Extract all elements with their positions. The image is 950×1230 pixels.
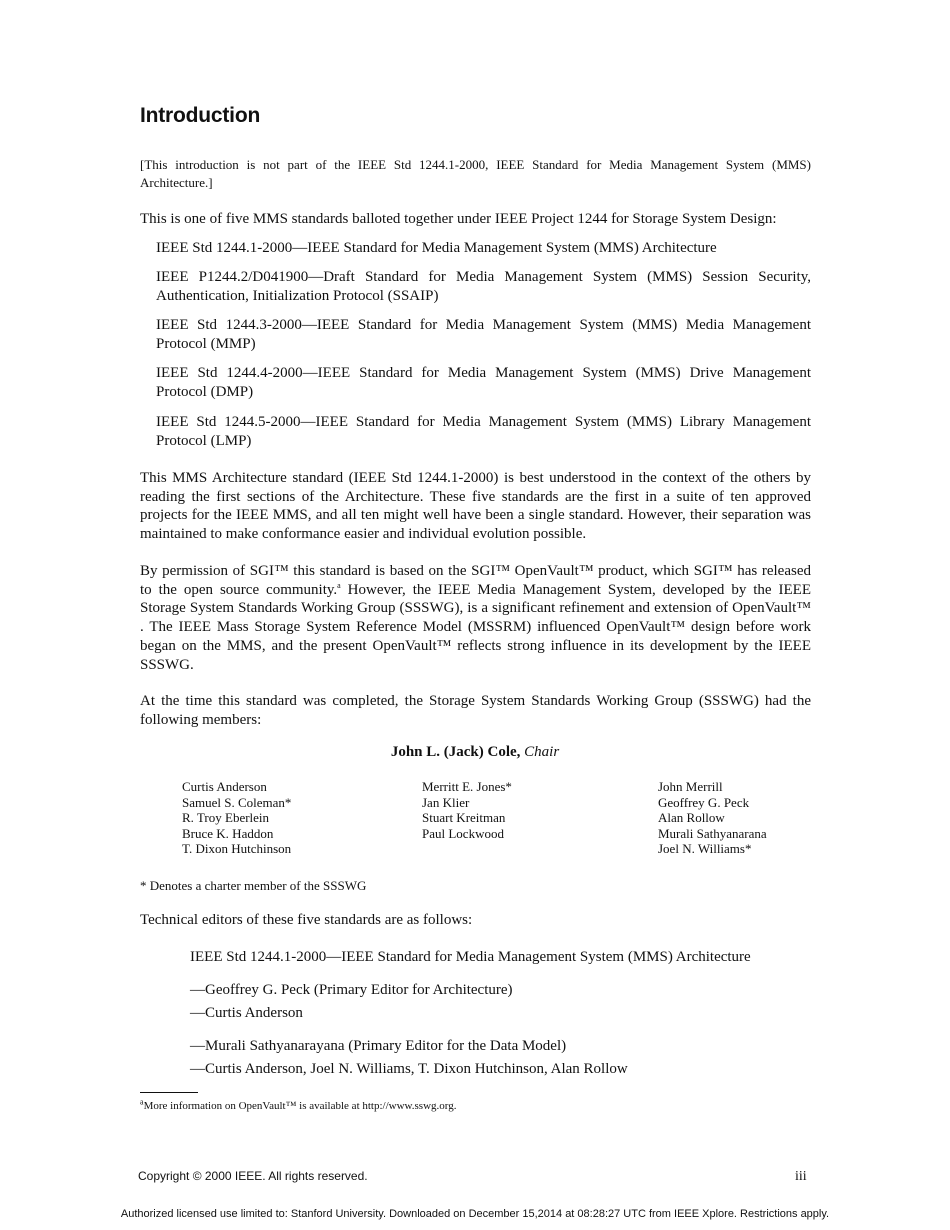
page-title: Introduction <box>140 104 261 127</box>
member-name: Samuel S. Coleman* <box>182 794 292 810</box>
member-name: R. Troy Eberlein <box>182 810 270 825</box>
architecture-paragraph: This MMS Architecture standard (IEEE Std 1244.1-2000) is best understood in the context of the others by reading the first sections of the Architecture. These five standards are the first in a suite of ten approved projects for the IEEE MMS, and all ten might well have been a single standard. However, their separation was maintained to make conformance easier and individual evolution possible. <box>140 470 811 543</box>
page-number: iii <box>795 1169 807 1184</box>
member-name: Geoffrey G. Peck <box>658 794 750 810</box>
member-name: Curtis Anderson <box>182 779 267 794</box>
bracket-note: [This introduction is not part of the IEEE Std 1244.1-2000, IEEE Standard for Media Management System (MMS) Architecture.] <box>140 157 811 190</box>
members-column-2 <box>422 779 512 841</box>
member-name: Bruce K. Haddon <box>182 825 274 841</box>
sgi-paragraph <box>140 562 811 674</box>
standard-item: IEEE P1244.2/D041900—Draft Standard for Media Management System (MMS) Session Security, Authentication, Initialization Protocol (SSAIP) <box>156 269 811 304</box>
member-name: John Merrill <box>658 779 723 794</box>
standard-item: IEEE Std 1244.4-2000—IEEE Standard for Media Management System (MMS) Drive Management Protocol (DMP) <box>156 365 811 400</box>
editor-entry: —Murali Sathyanarayana (Primary Editor for the Data Model) <box>190 1038 567 1054</box>
members-column-1 <box>182 779 291 857</box>
member-name: Murali Sathyanarana <box>658 825 767 841</box>
member-name: Joel N. Williams* <box>658 841 752 856</box>
member-name: T. Dixon Hutchinson <box>182 841 292 856</box>
editor-entry: —Geoffrey G. Peck (Primary Editor for Architecture) <box>190 982 513 998</box>
intro-paragraph: This is one of five MMS standards balloted together under IEEE Project 1244 for Storage System Design: <box>140 211 777 227</box>
copyright: Copyright © 2000 IEEE. All rights reserved. <box>138 1169 368 1183</box>
standard-item: IEEE Std 1244.1-2000—IEEE Standard for Media Management System (MMS) Architecture <box>156 240 717 256</box>
license-notice: Authorized licensed use limited to: Stanford University. Downloaded on December 15,2014 at 08:28:27 UTC from IEEE Xplore. Restrictions apply. <box>120 1208 830 1220</box>
sgi-text-b: However, the IEEE Media Management System, developed by the IEEE Storage System Standards Working Group (SSSWG), is a significant refinement and extension of OpenVault™ . The IEEE Mass Storage System Reference Model (MSSRM) influenced OpenVault™ design before work began on the MMS, and the present OpenVault™ reflects strong influence in its development by the IEEE SSSWG. <box>140 581 811 673</box>
footnote <box>140 1097 457 1112</box>
member-name: Paul Lockwood <box>422 825 504 841</box>
member-name: Stuart Kreitman <box>422 810 506 825</box>
members-paragraph: At the time this standard was completed, the Storage System Standards Working Group (SSSWG) had the following members: <box>140 693 811 728</box>
editor-standard: IEEE Std 1244.1-2000—IEEE Standard for Media Management System (MMS) Architecture <box>190 949 751 965</box>
standard-item: IEEE Std 1244.3-2000—IEEE Standard for Media Management System (MMS) Media Management Protocol (MMP) <box>156 317 811 352</box>
footnote-mark: a <box>337 580 341 590</box>
member-name: Jan Klier <box>422 794 470 810</box>
chair-name: John L. (Jack) Cole, <box>390 744 521 760</box>
editors-intro: Technical editors of these five standards are as follows: <box>140 912 473 928</box>
sgi-text-a: By permission of SGI™ this standard is based on the SGI™ OpenVault™ product, which SGI™ has released to the open source community. <box>140 563 811 598</box>
standard-item: IEEE Std 1244.5-2000—IEEE Standard for Media Management System (MMS) Library Management Protocol (LMP) <box>156 414 811 449</box>
chair-line <box>52 743 898 761</box>
editor-entry: —Curtis Anderson <box>190 1005 303 1021</box>
footnote-mark: a <box>140 1097 144 1107</box>
member-name: Alan Rollow <box>658 810 725 825</box>
members-column-3 <box>658 779 767 857</box>
editor-entry: —Curtis Anderson, Joel N. Williams, T. Dixon Hutchinson, Alan Rollow <box>190 1061 628 1077</box>
member-name: Merritt E. Jones* <box>422 779 512 794</box>
charter-note: * Denotes a charter member of the SSSWG <box>140 878 367 893</box>
footnote-text: More information on OpenVault™ is available at http://www.sswg.org. <box>143 1100 457 1112</box>
footnote-divider <box>140 1092 198 1093</box>
chair-role: Chair <box>524 744 560 760</box>
